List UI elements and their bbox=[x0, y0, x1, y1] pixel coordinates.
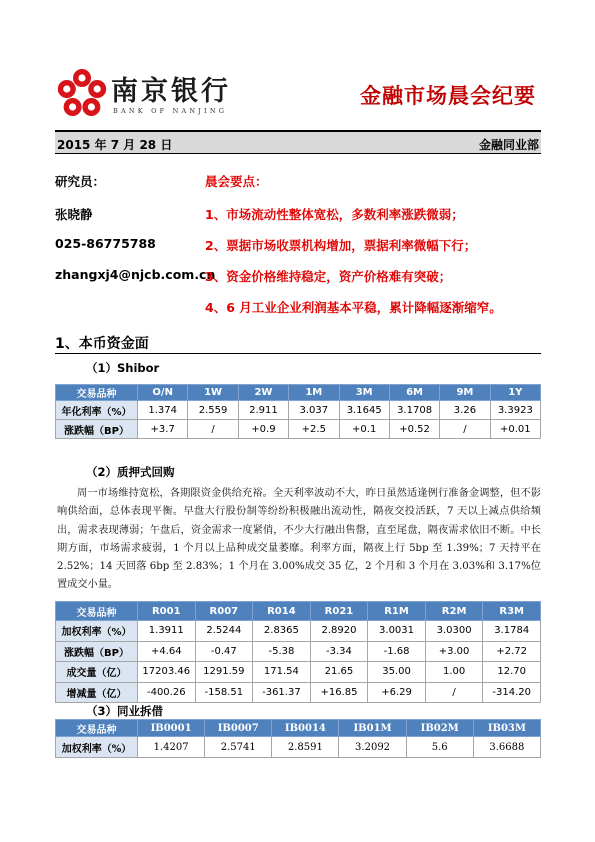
department: 金融同业部 bbox=[478, 138, 539, 152]
table-header-row bbox=[56, 602, 541, 621]
table-cell: -158.51 bbox=[195, 682, 253, 703]
table-header-cell: IB0001 bbox=[138, 720, 205, 737]
table-header-cell: R2M bbox=[425, 602, 483, 621]
table-cell: +2.5 bbox=[289, 420, 339, 439]
table-cell: -3.34 bbox=[310, 641, 368, 662]
section-title: 1、本币资金面 bbox=[55, 336, 149, 352]
researcher-label: 研究员： bbox=[55, 174, 106, 189]
table-header-cell: R014 bbox=[253, 602, 311, 621]
repo-subtitle: （2）质押式回购 bbox=[86, 465, 175, 479]
table-cell: 5.6 bbox=[406, 737, 473, 758]
date-bar bbox=[55, 130, 541, 154]
bank-logo-icon bbox=[56, 68, 108, 120]
table-cell: +16.85 bbox=[310, 682, 368, 703]
table-cell: -361.37 bbox=[253, 682, 311, 703]
table-header-cell: 1Y bbox=[490, 385, 540, 401]
table-header-cell: R007 bbox=[195, 602, 253, 621]
table-cell: -314.20 bbox=[483, 682, 541, 703]
brand-name-cn: 南京银行 bbox=[111, 76, 231, 107]
researcher-name: 张晓静 bbox=[55, 207, 93, 222]
highlight-item: 3、资金价格维持稳定，资产价格难有突破； bbox=[205, 269, 452, 284]
row-label: 成交量（亿） bbox=[56, 662, 138, 683]
table-cell: -1.68 bbox=[368, 641, 426, 662]
table-cell: -400.26 bbox=[138, 682, 196, 703]
table-header-cell: 6M bbox=[389, 385, 439, 401]
table-header-cell: IB03M bbox=[473, 720, 540, 737]
report-title: 金融市场晨会纪要 bbox=[360, 83, 536, 108]
table-row bbox=[56, 401, 541, 420]
table-cell: +0.01 bbox=[490, 420, 540, 439]
interbank-subtitle: （3）同业拆借 bbox=[86, 704, 164, 718]
table-row bbox=[56, 737, 541, 758]
table-cell: 3.1645 bbox=[339, 401, 389, 420]
table-cell: 3.0300 bbox=[425, 621, 483, 642]
table-header-cell: 交易品种 bbox=[56, 720, 138, 737]
highlight-item: 1、市场流动性整体宽松，多数利率涨跌微弱； bbox=[205, 207, 464, 222]
table-cell: +3.00 bbox=[425, 641, 483, 662]
table-cell: +3.7 bbox=[138, 420, 188, 439]
table-header-cell: 9M bbox=[440, 385, 490, 401]
table-header-cell: R1M bbox=[368, 602, 426, 621]
table-cell: 3.26 bbox=[440, 401, 490, 420]
table-row bbox=[56, 641, 541, 662]
highlight-item: 4、6 月工业企业利润基本平稳，累计降幅逐渐缩窄。 bbox=[205, 300, 502, 315]
researcher-email[interactable]: zhangxj4@njcb.com.cn bbox=[55, 267, 216, 282]
brand-name-en: BANK OF NANJING bbox=[113, 107, 228, 115]
table-cell: +4.64 bbox=[138, 641, 196, 662]
row-label: 增减量（亿） bbox=[56, 682, 138, 703]
table-cell: 3.037 bbox=[289, 401, 339, 420]
table-header-row bbox=[56, 720, 541, 737]
table-cell: 3.1784 bbox=[483, 621, 541, 642]
table-header-cell: 交易品种 bbox=[56, 385, 138, 401]
table-cell: +6.29 bbox=[368, 682, 426, 703]
table-cell: 3.1708 bbox=[389, 401, 439, 420]
table-cell: -5.38 bbox=[253, 641, 311, 662]
table-header-cell: R021 bbox=[310, 602, 368, 621]
table-cell: 2.5244 bbox=[195, 621, 253, 642]
table-cell: 2.5741 bbox=[205, 737, 272, 758]
table-cell: 12.70 bbox=[483, 662, 541, 683]
table-cell: 2.8920 bbox=[310, 621, 368, 642]
row-label: 年化利率（%） bbox=[56, 401, 138, 420]
table-header-row bbox=[56, 385, 541, 401]
table-header-cell: R3M bbox=[483, 602, 541, 621]
table-header-cell: IB0007 bbox=[205, 720, 272, 737]
table-header-cell: 1M bbox=[289, 385, 339, 401]
table-cell: +0.52 bbox=[389, 420, 439, 439]
table-cell: 1.00 bbox=[425, 662, 483, 683]
table-cell: 1.3911 bbox=[138, 621, 196, 642]
shibor-table bbox=[55, 384, 541, 439]
table-header-cell: O/N bbox=[138, 385, 188, 401]
table-row bbox=[56, 420, 541, 439]
table-cell: 3.0031 bbox=[368, 621, 426, 642]
table-cell: / bbox=[425, 682, 483, 703]
table-row bbox=[56, 621, 541, 642]
researcher-phone: 025-86775788 bbox=[55, 236, 156, 251]
table-cell: 1.374 bbox=[138, 401, 188, 420]
table-cell: / bbox=[440, 420, 490, 439]
row-label: 涨跌幅（BP） bbox=[56, 420, 138, 439]
row-label: 加权利率（%） bbox=[56, 737, 138, 758]
table-cell: +0.1 bbox=[339, 420, 389, 439]
table-header-cell: 1W bbox=[188, 385, 238, 401]
table-cell: 1291.59 bbox=[195, 662, 253, 683]
table-cell: 2.911 bbox=[238, 401, 288, 420]
table-header-cell: R001 bbox=[138, 602, 196, 621]
repo-table bbox=[55, 601, 541, 703]
table-header-cell: IB02M bbox=[406, 720, 473, 737]
table-header-cell: IB01M bbox=[339, 720, 406, 737]
table-cell: 2.8591 bbox=[272, 737, 339, 758]
table-cell: +2.72 bbox=[483, 641, 541, 662]
table-cell: -0.47 bbox=[195, 641, 253, 662]
section-divider bbox=[55, 353, 541, 354]
table-cell: 3.6688 bbox=[473, 737, 540, 758]
table-cell: 2.8365 bbox=[253, 621, 311, 642]
table-cell: 35.00 bbox=[368, 662, 426, 683]
table-row bbox=[56, 662, 541, 683]
interbank-table bbox=[55, 719, 541, 758]
table-cell: 3.3923 bbox=[490, 401, 540, 420]
row-label: 加权利率（%） bbox=[56, 621, 138, 642]
table-cell: 3.2092 bbox=[339, 737, 406, 758]
table-row bbox=[56, 682, 541, 703]
table-header-cell: IB0014 bbox=[272, 720, 339, 737]
highlights-title: 晨会要点： bbox=[205, 174, 268, 189]
table-cell: 17203.46 bbox=[138, 662, 196, 683]
table-cell: 171.54 bbox=[253, 662, 311, 683]
row-label: 涨跌幅（BP） bbox=[56, 641, 138, 662]
table-cell: 1.4207 bbox=[138, 737, 205, 758]
table-cell: 2.559 bbox=[188, 401, 238, 420]
table-header-cell: 交易品种 bbox=[56, 602, 138, 621]
repo-paragraph: 周一市场维持宽松，各期限资金供给充裕。全天利率波动不大，昨日虽然适逢例行准备金调整，但不影响供给面，总体表现平衡。早盘大行股份制等纷纷积极融出流动性，隔夜交投活跃，7 天以上减点供给频出，需求表现薄弱；午盘后，资金需求一度紧俏，不少大行融出售罄，直至尾盘，隔夜需求依旧不断。中长期方面，市场需求疲弱，1 个月以上品种成交量萎靡。利率方面，隔夜上行 5bp 至 1.39%；7 天持平在 2.52%；14 天回落 6bp 至 2.83%；1 个月在 3.00%成交 35 亿，2 个月和 3 个月在 3.03%和 3.17%位置成交小量。 bbox=[57, 488, 541, 591]
table-cell: +0.9 bbox=[238, 420, 288, 439]
highlight-item: 2、票据市场收票机构增加，票据利率微幅下行； bbox=[205, 238, 477, 253]
report-date: 2015 年 7 月 28 日 bbox=[57, 138, 173, 152]
shibor-subtitle: （1）Shibor bbox=[86, 361, 160, 375]
table-cell: / bbox=[188, 420, 238, 439]
table-header-cell: 3M bbox=[339, 385, 389, 401]
table-header-cell: 2W bbox=[238, 385, 288, 401]
table-cell: 21.65 bbox=[310, 662, 368, 683]
